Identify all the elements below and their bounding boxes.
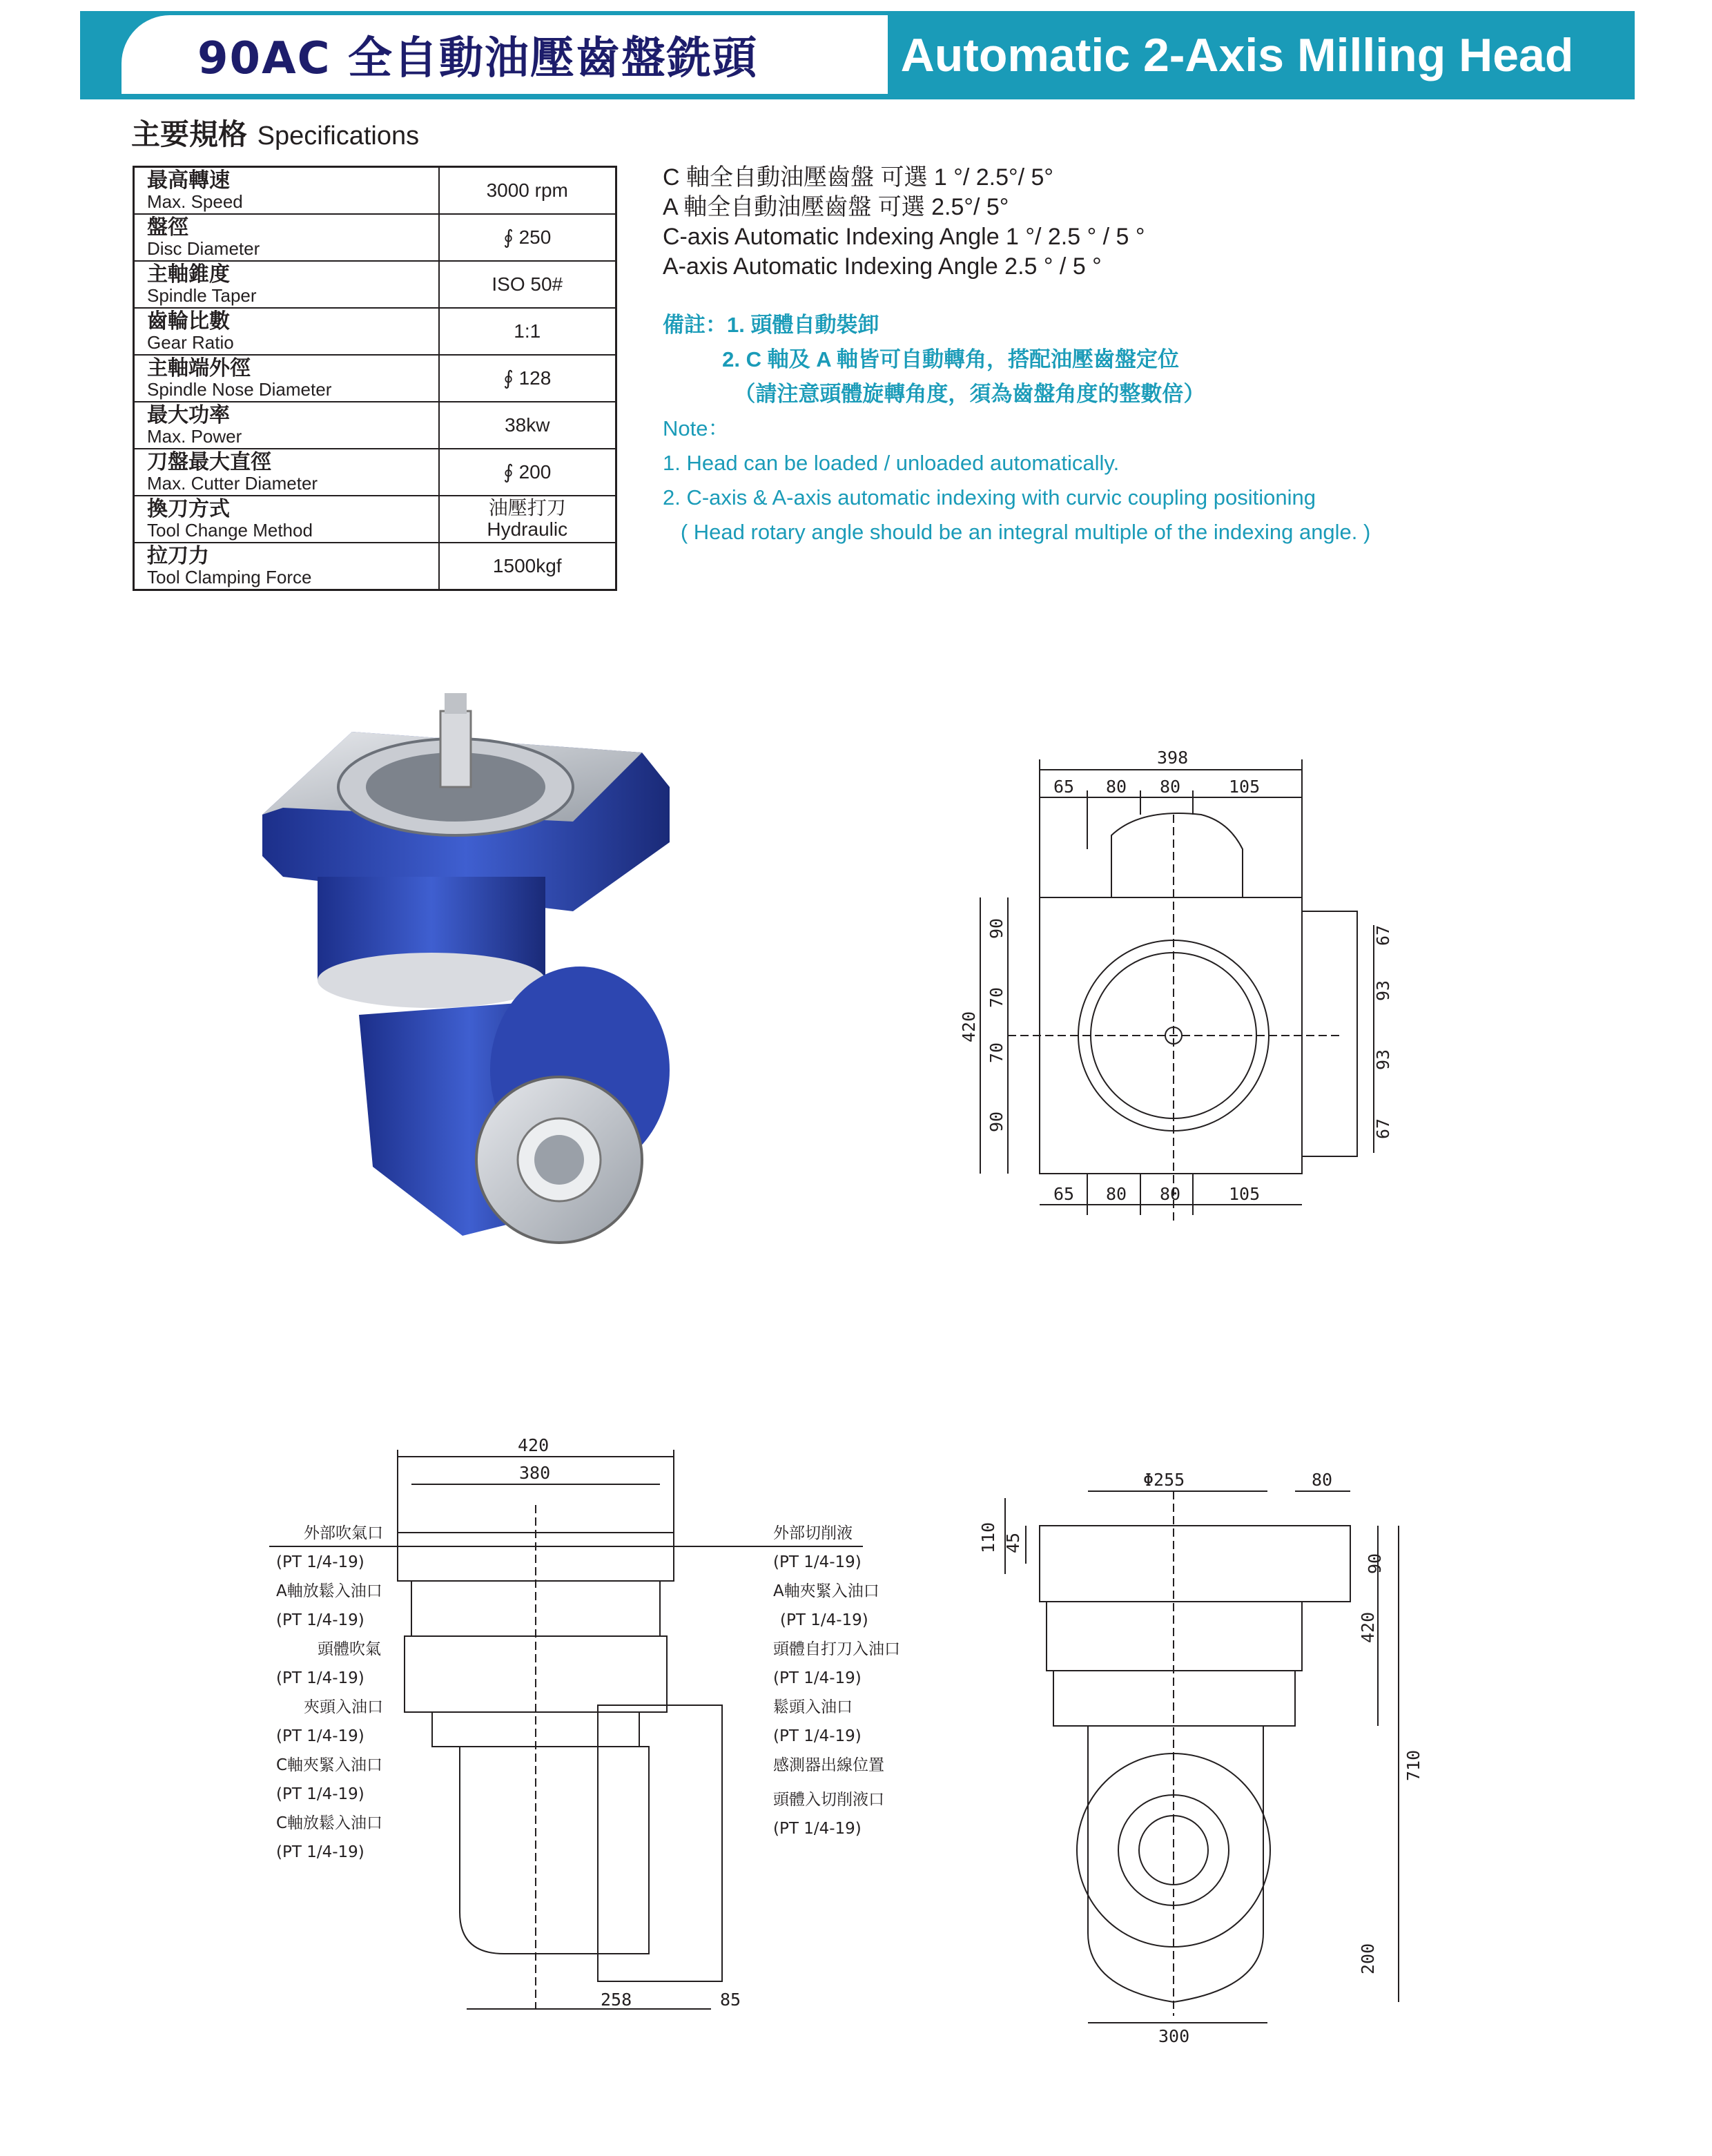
spec-label-en: Tool Clamping Force bbox=[147, 567, 312, 587]
table-row bbox=[134, 449, 616, 496]
dim-segment: 80 bbox=[1160, 1184, 1181, 1204]
spec-label-zh: 齒輪比數 bbox=[147, 309, 230, 333]
spec-label-en: Max. Cutter Diameter bbox=[147, 473, 318, 494]
note-line: （請注意頭體旋轉角度，須為齒盤角度的整數倍） bbox=[663, 382, 1205, 406]
dim-segment: 80 bbox=[1160, 777, 1181, 797]
port-spec: (PT 1/4-19) bbox=[276, 1785, 364, 1803]
spec-value-zh: 油壓打刀 bbox=[488, 497, 566, 519]
dim-segment: 80 bbox=[1106, 777, 1127, 797]
port-label: 鬆頭入油口 bbox=[773, 1698, 853, 1716]
port-spec: (PT 1/4-19) bbox=[773, 1669, 862, 1687]
section-title-en: Specifications bbox=[257, 122, 420, 150]
dim-total-height: 710 bbox=[1403, 1749, 1423, 1781]
dim-top-inner: 45 bbox=[1003, 1532, 1023, 1553]
spec-label-en: Disc Diameter bbox=[147, 238, 260, 259]
dim-right-width: 80 bbox=[1312, 1470, 1333, 1490]
angle-line: C 軸全自動油壓齒盤 可選 1 °/ 2.5°/ 5° bbox=[663, 164, 1053, 191]
product-photo bbox=[255, 683, 759, 1298]
port-label: C軸夾緊入油口 bbox=[276, 1756, 383, 1774]
dim-top-height: 110 bbox=[978, 1522, 998, 1553]
spec-value: ∮ 128 bbox=[439, 355, 616, 402]
port-label: 頭體自打刀入油口 bbox=[773, 1640, 900, 1658]
dim-segment: 105 bbox=[1229, 1184, 1261, 1204]
dim-diameter: Φ255 bbox=[1143, 1470, 1185, 1490]
port-spec: (PT 1/4-19) bbox=[773, 1553, 862, 1571]
table-row bbox=[134, 496, 616, 543]
spec-label-en: Spindle Taper bbox=[147, 285, 257, 306]
spec-label-zh: 換刀方式 bbox=[147, 497, 230, 521]
port-label: 感測器出線位置 bbox=[773, 1756, 884, 1774]
dim-width-outer: 420 bbox=[518, 1435, 549, 1455]
title-zh: 90AC 全自動油壓齒盤銑頭 bbox=[197, 33, 758, 84]
port-spec: (PT 1/4-19) bbox=[773, 1727, 862, 1745]
port-label: A軸夾緊入油口 bbox=[773, 1582, 879, 1600]
spec-value: 1500kgf bbox=[439, 543, 616, 590]
angle-line: A-axis Automatic Indexing Angle 2.5 ° / 5 ° bbox=[663, 253, 1102, 280]
dim-mid-height: 420 bbox=[1358, 1611, 1378, 1643]
title-en-box bbox=[839, 11, 1635, 99]
spec-table bbox=[133, 166, 617, 591]
dim-right-seg: 93 bbox=[1373, 980, 1393, 1001]
spec-label-en: Max. Speed bbox=[147, 191, 243, 212]
note-line: 2. C 軸及 A 軸皆可自動轉角，搭配油壓齒盤定位 bbox=[663, 347, 1180, 371]
port-spec: (PT 1/4-19) bbox=[780, 1611, 868, 1629]
spec-value-en: Hydraulic bbox=[487, 518, 568, 540]
notes bbox=[663, 308, 1370, 550]
dim-right-small: 90 bbox=[1365, 1553, 1385, 1574]
front-view-labels bbox=[262, 1512, 925, 1871]
dim-overall-width: 398 bbox=[1157, 748, 1189, 768]
dim-segment: 105 bbox=[1229, 777, 1261, 797]
port-label: 外部切削液 bbox=[773, 1524, 853, 1542]
note-line: 1. Head can be loaded / unloaded automatically. bbox=[663, 451, 1120, 475]
port-spec: (PT 1/4-19) bbox=[276, 1611, 364, 1629]
port-label: 頭體入切削液口 bbox=[773, 1791, 884, 1809]
table-row bbox=[134, 167, 616, 215]
table-row bbox=[134, 308, 616, 355]
dim-bottom-height: 200 bbox=[1358, 1943, 1378, 1974]
note-line: ( Head rotary angle should be an integral multiple of the indexing angle. ) bbox=[663, 520, 1371, 544]
spec-value: ∮ 250 bbox=[439, 214, 616, 261]
port-spec: (PT 1/4-19) bbox=[276, 1843, 364, 1861]
dim-segment: 65 bbox=[1053, 777, 1075, 797]
spec-label-zh: 盤徑 bbox=[147, 215, 188, 240]
spec-value: ISO 50# bbox=[439, 261, 616, 308]
dim-height: 420 bbox=[959, 1011, 979, 1042]
port-label: 頭體吹氣 bbox=[318, 1640, 381, 1658]
port-label: 外部吹氣口 bbox=[304, 1524, 383, 1542]
port-spec: (PT 1/4-19) bbox=[276, 1669, 364, 1687]
note-line: 2. C-axis & A-axis automatic indexing with curvic coupling positioning bbox=[663, 485, 1316, 509]
spec-value: 3000 rpm bbox=[439, 167, 616, 215]
note-line: Note： bbox=[663, 416, 730, 440]
spec-label-en: Max. Power bbox=[147, 426, 242, 447]
indexing-angles bbox=[663, 163, 1145, 282]
dim-right-seg: 67 bbox=[1373, 924, 1393, 946]
dim-width-inner: 380 bbox=[519, 1463, 551, 1483]
table-row bbox=[134, 355, 616, 402]
dim-bottom-left: 258 bbox=[601, 1990, 632, 2010]
port-label: A軸放鬆入油口 bbox=[276, 1582, 382, 1600]
spec-label-zh: 最高轉速 bbox=[147, 168, 230, 193]
angle-line: A 軸全自動油壓齒盤 可選 2.5°/ 5° bbox=[663, 194, 1009, 220]
spec-label-zh: 主軸端外徑 bbox=[147, 356, 251, 380]
spec-label-zh: 刀盤最大直徑 bbox=[147, 450, 271, 474]
spec-label-zh: 最大功率 bbox=[147, 403, 230, 427]
port-label: C軸放鬆入油口 bbox=[276, 1814, 383, 1832]
spec-label-zh: 主軸錐度 bbox=[147, 262, 230, 287]
table-row bbox=[134, 214, 616, 261]
port-label: 夾頭入油口 bbox=[304, 1698, 383, 1716]
title-en: Automatic 2-Axis Milling Head bbox=[900, 29, 1574, 81]
dim-segment: 65 bbox=[1053, 1184, 1075, 1204]
spec-label-en: Tool Change Method bbox=[147, 520, 313, 541]
dim-right-seg: 67 bbox=[1373, 1118, 1393, 1139]
header-banner bbox=[80, 11, 1635, 99]
port-spec: (PT 1/4-19) bbox=[773, 1820, 862, 1838]
spec-value: 38kw bbox=[439, 402, 616, 449]
table-row bbox=[134, 402, 616, 449]
spec-value bbox=[439, 496, 616, 543]
spec-label-zh: 拉刀力 bbox=[147, 544, 209, 568]
note-line: 備註：1. 頭體自動裝卸 bbox=[663, 313, 879, 337]
spec-value: 1:1 bbox=[439, 308, 616, 355]
title-zh-box bbox=[121, 15, 888, 94]
dim-bottom-width: 300 bbox=[1158, 2026, 1190, 2043]
dim-right-seg: 93 bbox=[1373, 1049, 1393, 1070]
port-spec: (PT 1/4-19) bbox=[276, 1727, 364, 1745]
dim-left-seg: 90 bbox=[986, 1111, 1006, 1132]
spec-label-en: Gear Ratio bbox=[147, 332, 234, 353]
section-title-zh: 主要規格 bbox=[131, 117, 248, 151]
dim-left-seg: 90 bbox=[986, 917, 1006, 939]
dim-segment: 80 bbox=[1106, 1184, 1127, 1204]
section-title bbox=[131, 112, 419, 153]
table-row bbox=[134, 261, 616, 308]
dim-bottom-right: 85 bbox=[720, 1990, 741, 2010]
side-view-drawing bbox=[966, 1464, 1463, 2043]
top-view-drawing bbox=[953, 739, 1394, 1229]
port-spec: (PT 1/4-19) bbox=[276, 1553, 364, 1571]
spec-value: ∮ 200 bbox=[439, 449, 616, 496]
dim-left-seg: 70 bbox=[986, 987, 1006, 1008]
dim-left-seg: 70 bbox=[986, 1042, 1006, 1063]
spec-label-en: Spindle Nose Diameter bbox=[147, 379, 332, 400]
angle-line: C-axis Automatic Indexing Angle 1 °/ 2.5 ° / 5 ° bbox=[663, 224, 1145, 250]
table-row bbox=[134, 543, 616, 590]
